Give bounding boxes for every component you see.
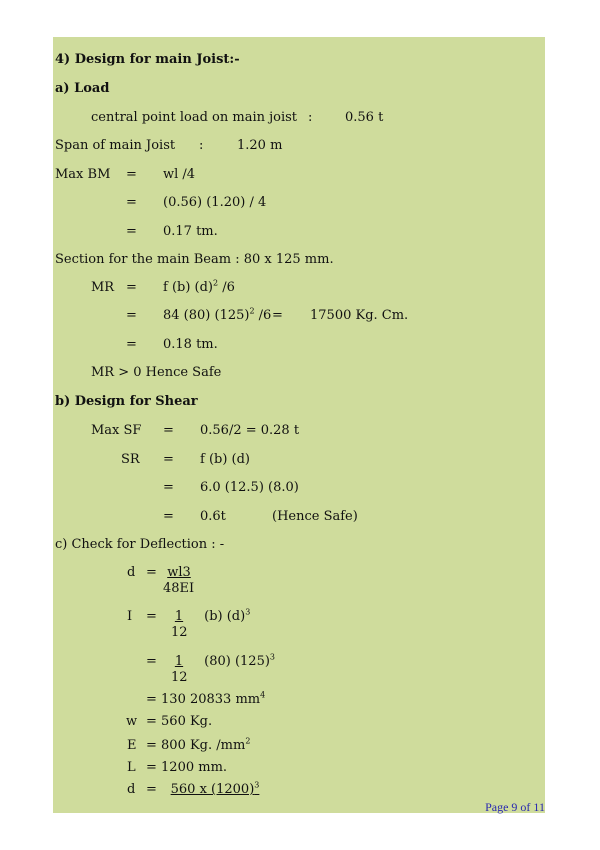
- w-value: = 560 Kg.: [146, 714, 213, 729]
- e-value: = 800 Kg. $/mm^2$: [146, 736, 251, 753]
- span-value: 1.20 m: [237, 138, 283, 153]
- sr-line-3: 0.6t: [200, 509, 226, 524]
- mr-line-1: f (b) $(d)^2$ /6: [163, 278, 235, 295]
- mr-safe: MR > 0 Hence Safe: [91, 365, 222, 380]
- section-line: Section for the main Beam : 80 x 125 mm.: [55, 252, 334, 267]
- mr-eq-3: =: [126, 337, 137, 352]
- l-label: L: [127, 760, 136, 775]
- mr-line-2: 84 (80) $(125)^2$ /6: [163, 306, 272, 323]
- bm-label: Max BM: [55, 167, 111, 182]
- sr-label: SR: [121, 452, 140, 467]
- d-eq: =: [146, 565, 157, 580]
- e-label: E: [127, 738, 137, 753]
- shear-heading: b) Design for Shear: [55, 394, 198, 409]
- i-line-3: = 130 20833 $mm^4$: [146, 690, 266, 707]
- load-sep: :: [308, 110, 313, 125]
- bm-eq-3: =: [126, 224, 137, 239]
- d2-label: d: [127, 782, 136, 797]
- load-heading: a) Load: [55, 81, 110, 96]
- d2-numerator: 560 x $(1200)^3$: [170, 780, 260, 797]
- bm-line-2: (0.56) (1.20) / 4: [163, 195, 267, 210]
- mr-line-3: 0.18 tm.: [163, 337, 218, 352]
- mr-eq-1: =: [126, 280, 137, 295]
- mr-eq-2: =: [126, 308, 137, 323]
- deflection-heading: c) Check for Deflection : -: [55, 537, 225, 552]
- sr-line-2: 6.0 (12.5) (8.0): [200, 480, 299, 495]
- d2-eq: =: [146, 782, 157, 797]
- sr-eq-2: =: [163, 480, 174, 495]
- i2-eq: =: [146, 654, 157, 669]
- i-line-2: 1 (80) $(125)^3$: [174, 652, 276, 669]
- i-line-1: 1 (b) $(d)^3$: [174, 607, 251, 624]
- mr-line-2-eq: =: [272, 308, 283, 323]
- bm-line-3: 0.17 tm.: [163, 224, 218, 239]
- i2-denominator: 12: [171, 670, 188, 685]
- load-value: 0.56 t: [345, 110, 384, 125]
- mr-line-2-value: 17500 Kg. Cm.: [310, 308, 409, 323]
- sf-label: Max SF: [91, 423, 142, 438]
- sf-value: 0.56/2 = 0.28 t: [200, 423, 300, 438]
- w-label: w: [126, 714, 138, 729]
- span-label: Span of main Joist: [55, 138, 176, 153]
- i-label: I: [127, 609, 133, 624]
- l-value: = 1200 mm.: [146, 760, 228, 775]
- bm-eq-1: =: [126, 167, 137, 182]
- bm-line-1: wl /4: [163, 167, 196, 182]
- sr-eq-1: =: [163, 452, 174, 467]
- d-numerator: wl3: [167, 565, 191, 580]
- d-label: d: [127, 565, 136, 580]
- sf-eq: =: [163, 423, 174, 438]
- bm-eq-2: =: [126, 195, 137, 210]
- mr-label: MR: [91, 280, 115, 295]
- d-denominator: 48EI: [163, 581, 195, 596]
- span-sep: :: [199, 138, 204, 153]
- sr-safe: (Hence Safe): [272, 509, 358, 524]
- page-number: Page 9 of 11: [485, 800, 545, 814]
- section-heading: 4) Design for main Joist:-: [55, 52, 240, 67]
- i-eq: =: [146, 609, 157, 624]
- sr-eq-3: =: [163, 509, 174, 524]
- i-denominator: 12: [171, 625, 188, 640]
- sr-line-1: f (b) (d): [200, 452, 251, 467]
- load-label: central point load on main joist: [91, 110, 298, 125]
